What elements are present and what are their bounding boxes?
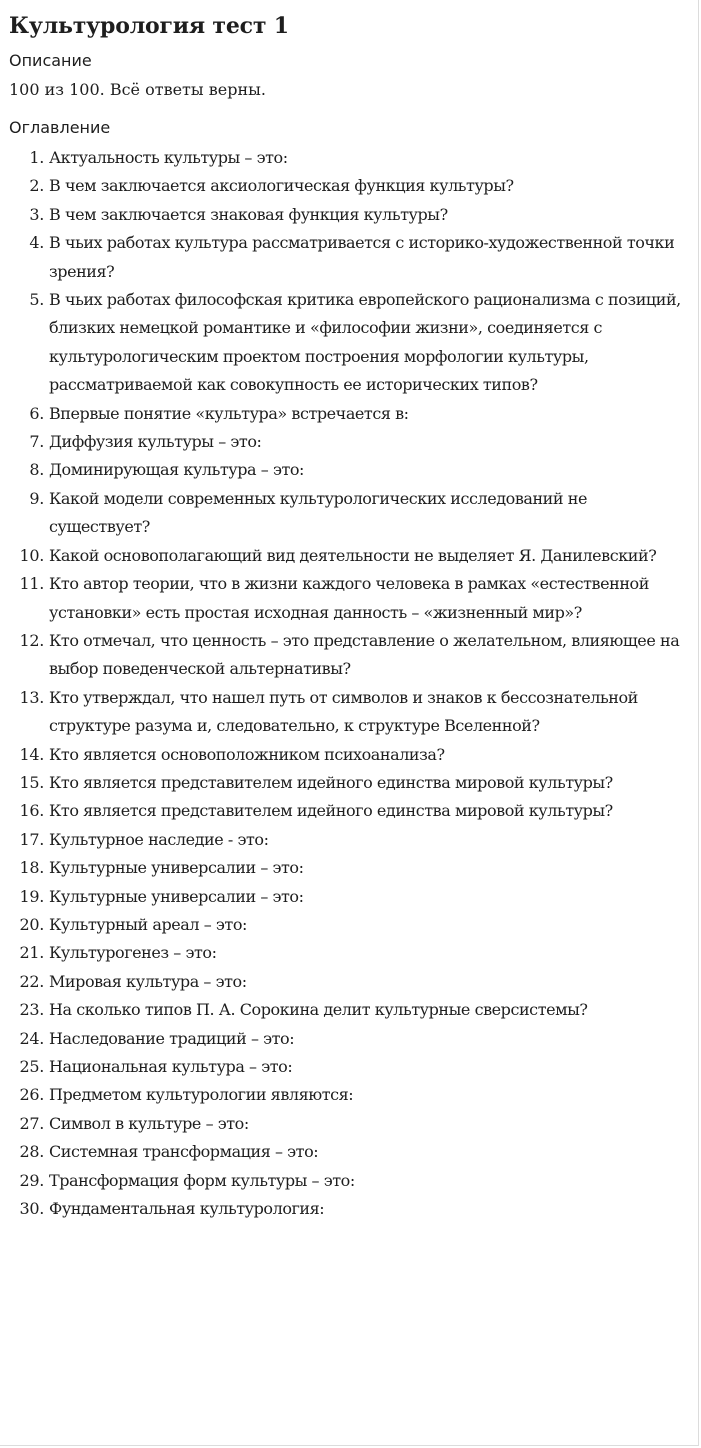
toc-item-number: 11. [19,574,44,594]
toc-item-number: 4. [29,233,44,253]
toc-item-text[interactable]: Кто является представителем идейного единства мировой культуры? [49,801,613,821]
toc-item-text[interactable]: В чьих работах культура рассматривается с историко-художественной точки зрения? [49,233,675,281]
toc-item-number: 7. [29,432,44,452]
toc-item-number: 18. [19,858,44,878]
toc-label: Оглавление [9,118,111,137]
toc-item-number: 12. [19,630,44,650]
toc-item[interactable] [0,1053,692,1081]
toc-item-text[interactable]: Культурогенез – это: [49,943,217,963]
toc-item[interactable] [0,769,692,797]
toc-item-text[interactable]: Актуальность культуры – это: [49,148,288,167]
toc-item-text[interactable]: Мировая культура – это: [49,971,247,991]
toc-item[interactable] [0,201,692,229]
toc-item[interactable] [0,627,692,684]
toc-item-number: 23. [19,1000,44,1020]
toc-item-number: 16. [19,801,44,821]
toc-item-number: 25. [19,1057,44,1076]
toc-item[interactable] [0,286,692,400]
toc-item-text[interactable]: Национальная культура – это: [49,1057,293,1076]
toc-item[interactable] [0,1138,692,1166]
toc-item-number: 5. [29,290,44,310]
toc-item-number: 27. [19,1113,44,1133]
toc-item[interactable] [0,684,692,741]
toc-item[interactable] [0,1167,692,1195]
toc-item-number: 9. [29,488,44,508]
toc-item-text[interactable]: Символ в культуре – это: [49,1113,249,1133]
toc-item[interactable] [0,1081,692,1109]
toc-item[interactable] [0,400,692,428]
toc-item-number: 22. [19,971,44,991]
toc-item[interactable] [0,229,692,286]
toc-item[interactable] [0,542,692,570]
toc-item[interactable] [0,428,692,456]
toc-item-text[interactable]: Предметом культурологии являются: [49,1085,354,1105]
toc-item[interactable] [0,939,692,967]
toc-item-number: 10. [19,545,44,565]
toc-item-number: 29. [19,1170,44,1190]
toc-item[interactable] [0,456,692,484]
toc-item-text[interactable]: Фундаментальная культурология: [49,1199,325,1219]
toc-item[interactable] [0,172,692,200]
toc-item[interactable] [0,911,692,939]
toc-item[interactable] [0,1025,692,1053]
toc-item-number: 15. [19,772,44,792]
toc-item[interactable] [0,826,692,854]
toc-item-text[interactable]: Системная трансформация – это: [49,1142,319,1162]
toc-item-number: 30. [19,1199,44,1219]
toc-item-text[interactable]: Доминирующая культура – это: [49,460,305,480]
toc-item-text[interactable]: Культурный ареал – это: [49,914,247,934]
toc-item-text[interactable]: Культурные универсалии – это: [49,886,304,906]
toc-item-number: 24. [19,1028,44,1048]
description-text: 100 из 100. Всё ответы верны. [9,80,266,99]
toc-item-number: 2. [29,176,44,196]
toc-item[interactable] [0,883,692,911]
toc-item[interactable] [0,797,692,825]
toc-item-text[interactable]: Наследование традиций – это: [49,1028,295,1048]
toc-item-text[interactable]: Трансформация форм культуры – это: [49,1170,355,1190]
toc-item-number: 19. [19,886,44,906]
toc-item[interactable] [0,854,692,882]
toc-item-number: 6. [29,403,44,423]
description-label: Описание [9,51,92,70]
toc-item[interactable] [0,570,692,627]
toc-item-number: 3. [29,204,44,224]
toc-item-number: 1. [29,148,44,167]
toc-item-text[interactable]: Диффузия культуры – это: [49,432,262,452]
toc-item-text[interactable]: Какой основополагающий вид деятельности не выделяет Я. Данилевский? [49,545,657,565]
toc-item-number: 17. [19,829,44,849]
toc-item[interactable] [0,741,692,769]
toc-item-text[interactable]: Впервые понятие «культура» встречается в: [49,403,409,423]
toc-item-text[interactable]: Какой модели современных культурологических исследований не существует? [49,488,587,537]
toc-item-text[interactable]: В чем заключается знаковая функция культуры? [49,204,448,224]
toc-item[interactable] [0,144,692,172]
page-title: Культурология тест 1 [9,13,289,39]
toc-item-text[interactable]: Кто отмечал, что ценность – это представление о желательном, влияющее на выбор поведенческой альтернативы? [49,630,680,679]
toc-item-number: 26. [19,1085,44,1105]
table-of-contents [0,144,692,1223]
toc-item-text[interactable]: В чем заключается аксиологическая функция культуры? [49,176,514,196]
toc-item-text[interactable]: Кто автор теории, что в жизни каждого человека в рамках «естественной установки» есть простая исходная данность – «жизненный мир»? [49,574,649,622]
toc-item-text[interactable]: В чьих работах философская критика европейского рационализма с позиций, близких немецкой романтике и «философии жизни», соединяется с культурологическим проектом построения морфологии культуры, рассматриваемой как совокупность ее исторических типов? [49,290,681,395]
toc-item[interactable] [0,1195,692,1223]
toc-item-number: 13. [19,687,44,707]
toc-item-number: 28. [19,1142,44,1162]
toc-item[interactable] [0,968,692,996]
toc-item-number: 21. [19,943,44,963]
toc-item-number: 20. [19,914,44,934]
toc-item-text[interactable]: Кто утверждал, что нашел путь от символов и знаков к бессознательной структуре разума и, следовательно, к структуре Вселенной? [49,687,638,736]
toc-item[interactable] [0,996,692,1024]
toc-item-text[interactable]: На сколько типов П. А. Сорокина делит культурные сверсистемы? [49,1000,588,1020]
toc-item-text[interactable]: Кто является представителем идейного единства мировой культуры? [49,772,613,792]
toc-item[interactable] [0,1110,692,1138]
toc-item-number: 14. [19,744,44,764]
toc-item-text[interactable]: Культурное наследие - это: [49,829,269,849]
toc-item[interactable] [0,485,692,542]
toc-item-text[interactable]: Культурные универсалии – это: [49,858,304,878]
toc-item-text[interactable]: Кто является основоположником психоанализа? [49,744,445,764]
toc-item-number: 8. [29,460,44,480]
